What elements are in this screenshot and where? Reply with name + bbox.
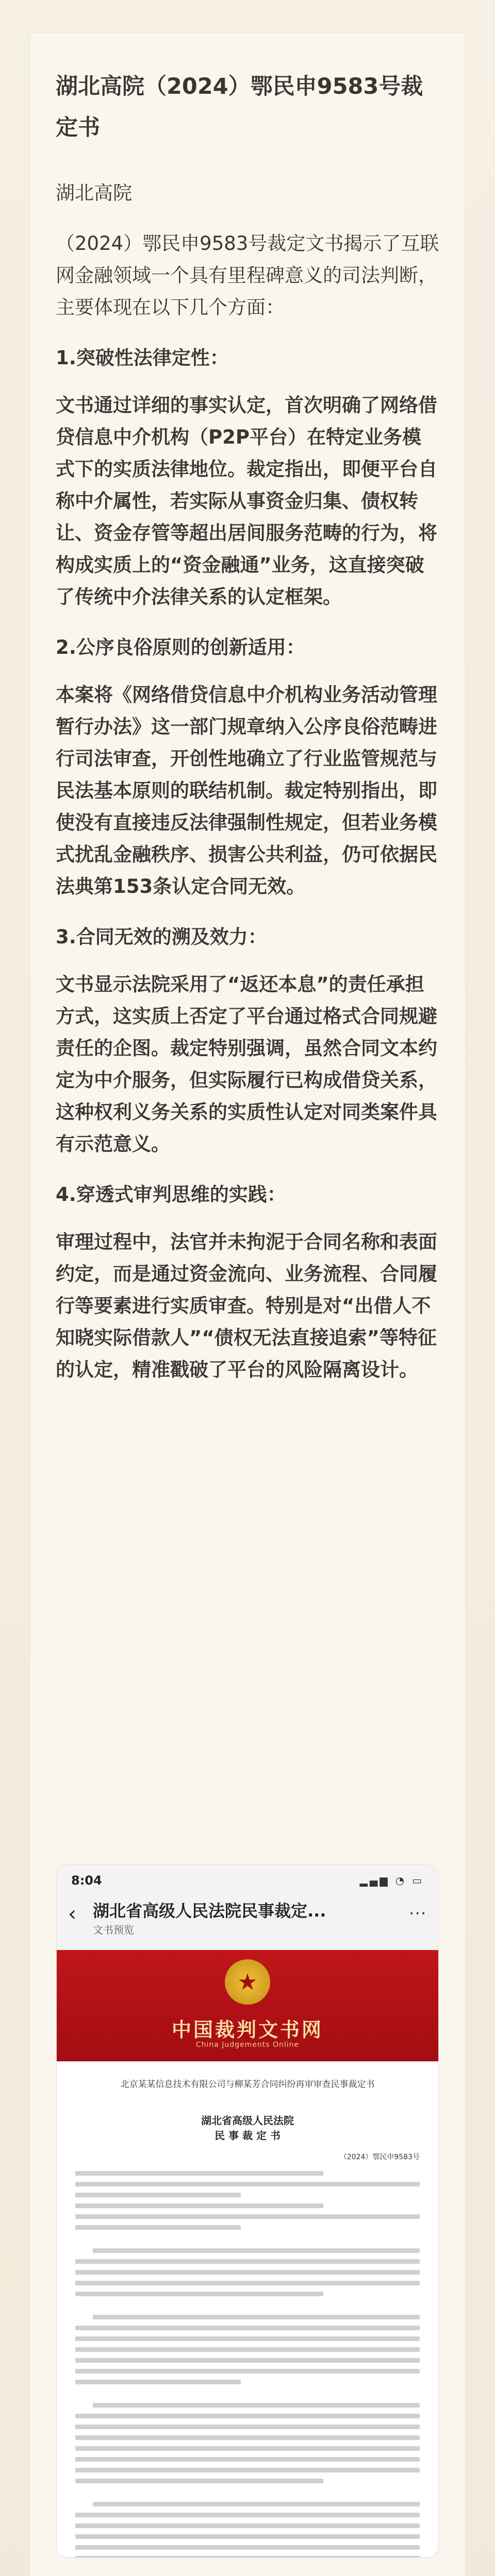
text-line <box>75 2446 420 2451</box>
text-line <box>75 2457 420 2462</box>
document-number: （2024）鄂民申9583号 <box>339 2153 420 2161</box>
nav-subtitle: 文书预览 <box>93 1924 134 1936</box>
text-line <box>75 2292 323 2296</box>
section-heading-3: 3.合同无效的溯及效力： <box>56 926 267 948</box>
case-title: 北京某某信息技术有限公司与柳某芳合同纠纷再审审查民事裁定书 <box>120 2079 375 2090</box>
text-line <box>75 2326 420 2330</box>
status-icons: ▂▄▆ ◔ ▭ <box>359 1874 424 1887</box>
text-line <box>93 2502 420 2506</box>
back-arrow-icon[interactable]: ‹ <box>68 1902 76 1926</box>
text-line <box>75 2358 420 2363</box>
nav-titles <box>93 1900 326 1938</box>
text-line <box>93 2403 420 2408</box>
text-line <box>75 2171 323 2176</box>
text-line <box>75 2259 420 2264</box>
text-line <box>75 2523 420 2528</box>
status-time: 8:04 <box>71 1873 102 1888</box>
document-type: 民 事 裁 定 书 <box>214 2129 280 2142</box>
section-body-2: 本案将《网络借贷信息中介机构业务活动管理暂行办法》这一部门规章纳入公序良俗范畴进行司法审查，开创性地确立了行业监管规范与民法基本原则的联结机制。裁定特别指出，即使没有直接违反法律强制性规定，但若业务模式扰乱金融秩序、损害公共利益，仍可依据民法典第153条认定合同无效。 <box>56 684 437 897</box>
embedded-screenshot[interactable] <box>57 1865 438 2557</box>
article-intro: （2024）鄂民申9583号裁定文书揭示了互联网金融领域一个具有里程碑意义的司法判断，主要体现在以下几个方面： <box>56 232 439 318</box>
banner-english-name: China Judgements Online <box>195 2041 300 2049</box>
article-subtitle: 湖北高院 <box>56 182 132 204</box>
text-line <box>75 2182 420 2187</box>
article-title: 湖北高院（2024）鄂民申9583号裁定书 <box>56 74 423 141</box>
text-line <box>75 2347 420 2352</box>
text-line <box>75 2270 420 2275</box>
text-line <box>75 2435 420 2440</box>
text-line <box>75 2369 420 2374</box>
text-line <box>75 2380 241 2384</box>
section-heading-4: 4.穿透式审判思维的实践： <box>56 1183 286 1206</box>
text-line <box>75 2479 323 2483</box>
section-body-1: 文书通过详细的事实认定，首次明确了网络借贷信息中介机构（P2P平台）在特定业务模式下的实质法律地位。裁定指出，即便平台自称中介属性，若实际从事资金归集、债权转让、资金存管等超出居间服务范畴的行为，将构成实质上的“资金融通”业务，这直接突破了传统中介法律关系的认定框架。 <box>56 394 437 608</box>
section-body-3: 文书显示法院采用了“返还本息”的责任承担方式，这实质上否定了平台通过格式合同规避责任的企图。裁定特别强调，虽然合同文本约定为中介服务，但实际履行已构成借贷关系，这种权利义务关系的实质性认定对同类案件具有示范意义。 <box>56 973 437 1155</box>
text-line <box>75 2425 420 2429</box>
national-emblem-icon: ★ <box>225 1959 270 2005</box>
note-card <box>30 33 465 2576</box>
text-line <box>75 2534 420 2539</box>
doc-nav-bar <box>57 1896 438 1950</box>
document-preview <box>57 2061 438 2557</box>
note-content <box>56 66 439 1404</box>
status-bar <box>57 1865 438 1896</box>
section-heading-2: 2.公序良俗原则的创新适用： <box>56 636 305 658</box>
banner-name: 中国裁判文书网 <box>171 2019 323 2041</box>
nav-title: 湖北省高级人民法院民事裁定... <box>93 1901 326 1921</box>
text-line <box>75 2204 323 2208</box>
text-line <box>75 2513 420 2517</box>
section-heading-1: 1.突破性法律定性： <box>56 347 229 369</box>
text-line <box>75 2336 420 2341</box>
text-line <box>75 2281 420 2285</box>
section-body-4: 审理过程中，法官并未拘泥于合同名称和表面约定，而是通过资金流向、业务流程、合同履行等要素进行实质审查。特别是对“出借人不知晓实际借款人”“债权无法直接追索”等特征的认定，精准戳破了平台的风险隔离设计。 <box>56 1231 437 1381</box>
text-line <box>75 2545 420 2550</box>
site-banner <box>57 1950 438 2061</box>
text-line <box>75 2214 420 2219</box>
text-line <box>93 2315 420 2319</box>
document-text-lines <box>75 2171 420 2557</box>
court-name: 湖北省高级人民法院 <box>201 2114 294 2127</box>
text-line <box>93 2248 420 2253</box>
more-icon[interactable]: ··· <box>409 1905 427 1923</box>
text-line <box>75 2556 420 2557</box>
text-line <box>75 2193 241 2197</box>
text-line <box>75 2414 420 2418</box>
text-line <box>75 2468 420 2472</box>
text-line <box>75 2225 241 2230</box>
